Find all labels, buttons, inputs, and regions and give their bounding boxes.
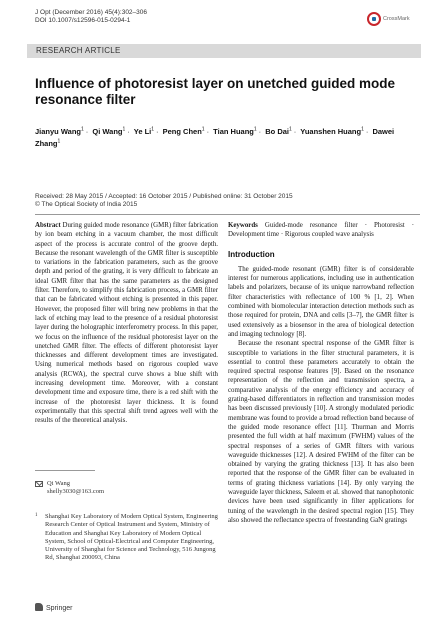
author[interactable] [134, 127, 154, 136]
header-divider [35, 214, 420, 215]
author-separator: · [85, 126, 89, 136]
journal-line: J Opt (December 2016) 45(4):302–306 [35, 9, 148, 16]
correspondence-name: Qi Wang [47, 480, 71, 487]
doi-line[interactable]: DOI 10.1007/s12596-015-0294-1 [35, 17, 131, 24]
copyright-line: © The Optical Society of India 2015 [35, 201, 138, 208]
article-type-band [27, 44, 421, 58]
correspondence-note [35, 480, 218, 497]
author-separator: · [258, 126, 262, 136]
springer-horse-icon [35, 603, 43, 611]
footnote-divider [35, 470, 95, 471]
author-name: Jianyu Wang [35, 126, 81, 136]
intro-paragraph-2: Because the resonant spectral response of the GMR filter is susceptible to variations in the filter structural parameters, it is essential to control these parameters accurately to obtain the required spectral response features [9]. Based on the resonance representation of the reflection and transmission spectra, a comparative analysis of the energy efficiency and accuracy of grating-based differentiators in reflection and transmission modes has been discussed previously [10]. A strongly modulated periodic membrane was found to provide a broad reflection band because of the guided mode resonance effect [11]. Thurman and Morris presented the full width at half maximum (FWHM) values of the spectral responses of a series of GMR filters with various waveguide thicknesses [12]. A desired FWHM of the filter can be obtained by varying the grating thickness [13]. It has also been reported that the response of the GMR filter can be evaluated in terms of grating thickness variations [14]. By only varying the waveguide layer thickness, Saleem et al. showed that nanophotonic devices have been used significantly in filter applications for tuning of the wavelength in the desired spectral region [15]. They also showed the reflectance spectra of freestanding GaN gratings [228, 340, 414, 524]
article-type: RESEARCH ARTICLE [36, 46, 121, 55]
paper-title: Influence of photoresist layer on unetched guided mode resonance filter [35, 76, 396, 107]
abstract [35, 221, 218, 426]
journal-citation [35, 9, 147, 25]
abstract-text: During guided mode resonance (GMR) filter fabrication by ion beam etching in a vacuum chamber, the most difficult aspect of the process is accurate control of the groove depth. Because the resonant wavelength of the GMR filter is susceptible to variations in the fabrication parameters, such as the groove depth and period of the grating, it is very difficult to fabricate an ideal GMR filter that has the same parameters as the designed filter. Therefore, to simplify this fabrication process, a GMR filter that can be fabricated without etching is presented in this paper. However, the proposed filter will bring new problems in that the lack of etching may lead to the presence of a residual photoresist layer during the holographic interferometry process. In this paper, we focus on the influence of the residual photoresist layer on the unetched GMR filter. The effects of different photoresist layer thicknesses and different development times are investigated. Using numerical methods based on rigorous coupled wave analysis (RCWA), the spectral curve shows a blue shift with increasing development time. Moreover, with a constant development time and exposure time, there is a red shift with the increase of the photoresist layer thickness. It is found experimentally that this spectral shift trend agrees well with the results of the theoretical analysis. [35, 222, 218, 425]
author-separator: · [156, 126, 159, 136]
keywords [228, 221, 414, 240]
author-name: Bo Dai [265, 126, 290, 136]
author-name: Qi Wang [92, 126, 123, 136]
author-list [35, 124, 415, 149]
author-name: Dawei Zhang [35, 126, 395, 148]
publisher-name: Springer [46, 605, 73, 612]
right-column [228, 221, 414, 525]
author-name: Ye Li [133, 126, 152, 136]
author-separator: · [293, 126, 297, 136]
author[interactable] [213, 127, 256, 136]
author-affiliation: 1 [57, 138, 61, 145]
author-separator: · [127, 126, 130, 136]
envelope-icon [35, 481, 43, 487]
crossmark-label: CrossMark [383, 16, 410, 22]
correspondence-email[interactable]: shelly3030@163.com [47, 488, 105, 496]
author[interactable] [300, 127, 364, 136]
author[interactable] [265, 127, 292, 136]
author-affiliation: 1 [201, 126, 205, 132]
received-line: Received: 28 May 2015 / Accepted: 16 October 2015 / Published online: 31 October 2015 [35, 193, 293, 200]
author[interactable] [92, 127, 125, 136]
author-name: Yuanshen Huang [300, 126, 362, 136]
abstract-label: Abstract [35, 222, 61, 229]
author-affiliation: 1 [361, 126, 364, 132]
intro-paragraph-1: The guided-mode resonant (GMR) filter is of considerable interest for numerous applications, including use in authentication labels and polarizers, because of its unique narrowband reflection filter characteristics with reflectance of 100 % [1, 2]. When combined with biomolecular interaction detection methods such as those required for protein, DNA and cells [3–7], the GMR filter is used extensively as a biosensor in the area of biological detection and imaging technology [8]. [228, 265, 414, 338]
affiliation-number: 1 [35, 513, 38, 518]
author-affiliation: 1 [122, 126, 126, 132]
author-affiliation: 1 [151, 126, 155, 132]
author-affiliation: 1 [80, 126, 84, 132]
author[interactable] [163, 127, 205, 136]
introduction-heading: Introduction [228, 249, 275, 259]
crossmark-badge[interactable] [367, 12, 413, 38]
affiliation-text: Shanghai Key Laboratory of Modern Optical System, Engineering Research Center of Optical Instrument and System, Ministry of Education and Shanghai Key Laboratory of Modern Optical System, School of Optical-Electrical and Computer Engineering, University of Shanghai for Science and Technology, 516 Jungong Rd, Shanghai 200093, China [45, 513, 218, 562]
keywords-text: Guided-mode resonance filter · Photoresist · Development time · Rigorous coupled wave analysis [228, 222, 414, 239]
author-separator: · [206, 126, 210, 136]
author-affiliation: 1 [289, 126, 292, 132]
author-affiliation: 1 [253, 126, 257, 132]
author-name: Peng Chen [162, 126, 202, 136]
publication-dates [35, 193, 293, 209]
affiliation-note [35, 513, 218, 563]
keywords-label: Keywords [228, 222, 258, 229]
author-separator: · [365, 126, 369, 136]
crossmark-icon [367, 12, 381, 26]
author[interactable] [35, 127, 84, 136]
author-name: Tian Huang [213, 126, 254, 136]
publisher-logo [35, 603, 72, 612]
